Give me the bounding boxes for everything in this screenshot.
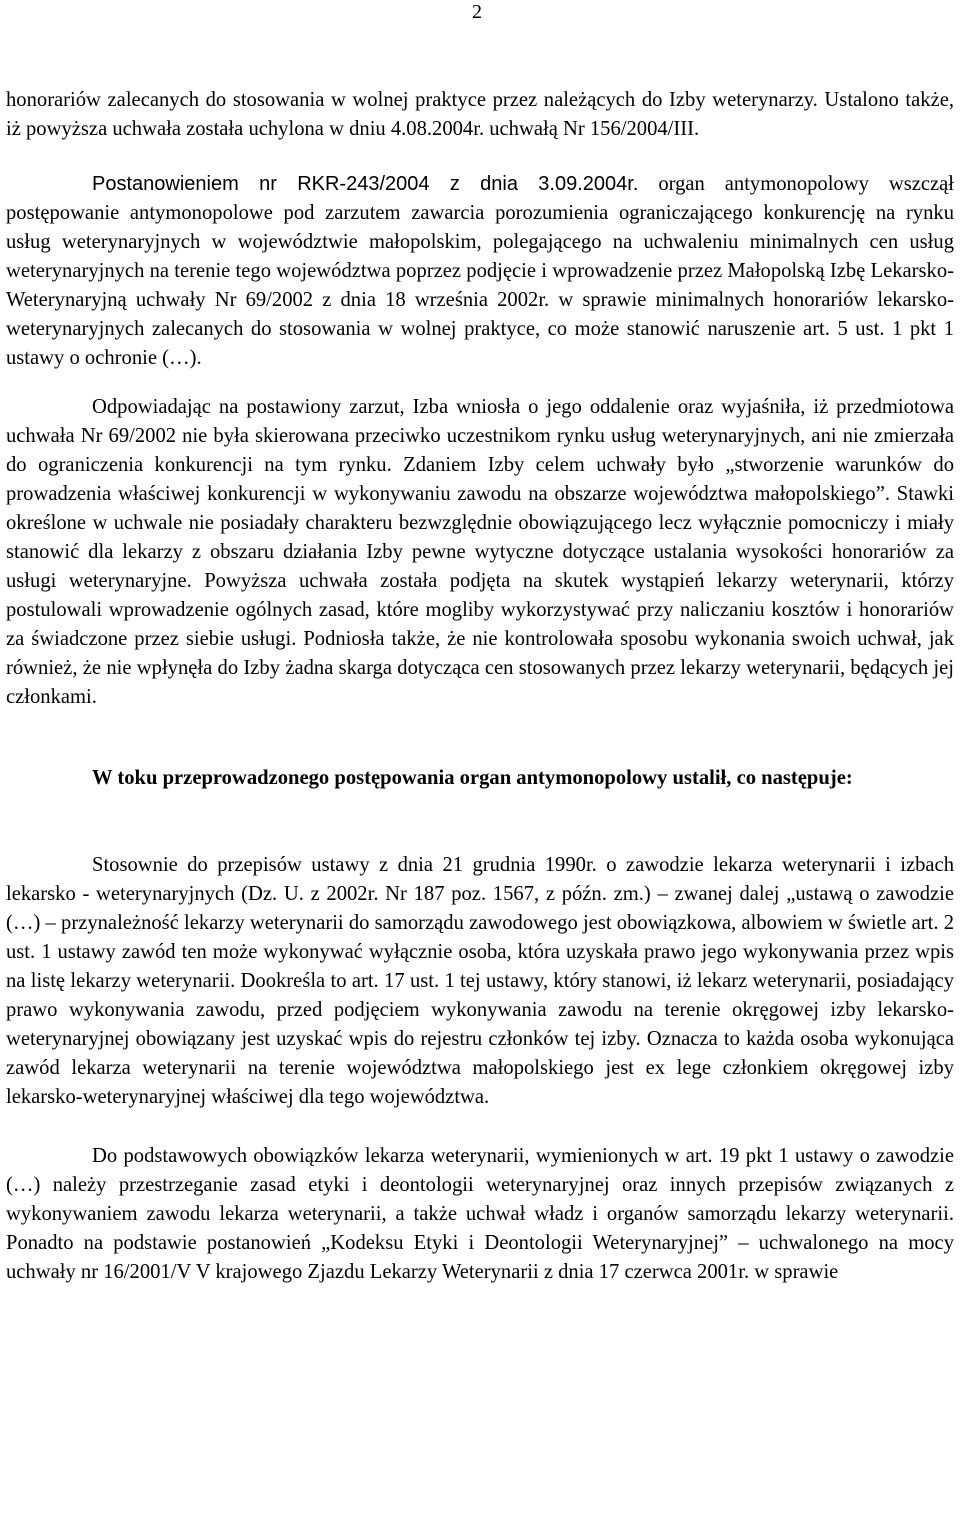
paragraph-continuation: honorariów zalecanych do stosowania w wolnej praktyce przez należących do Izby weterynarzy. Ustalono także, iż powyższa uchwała została uchylona w dniu 4.08.2004r. uchwałą Nr 156/2004/III. — [6, 89, 954, 140]
decision-reference: Postanowieniem nr RKR-243/2004 z dnia 3.09.2004r. — [92, 173, 639, 195]
paragraph-postanowienie — [6, 170, 954, 373]
paragraph-legal-basis: Stosownie do przepisów ustawy z dnia 21 grudnia 1990r. o zawodzie lekarza weterynarii i izbach lekarsko - weterynaryjnych (Dz. U. z 2002r. Nr 187 poz. 1567, z późn. zm.) – zwanej dalej „ustawą o zawodzie (…) – przynależność lekarzy weterynarii do samorządu zawodowego jest obowiązkowa, albowiem w świetle art. 2 ust. 1 ustawy zawód ten może wykonywać wyłącznie osoba, która uzyskała prawo jego wykonywania przez wpis na listę lekarzy weterynarii. Dookreśla to art. 17 ust. 1 tej ustawy, który stanowi, iż lekarz weterynarii, posiadający prawo wykonywania zawodu, przed podjęciem wykonywania zawodu na terenie okręgowej izby lekarsko-weterynaryjnej obowiązany jest uzyskać wpis do rejestru członków tej izby. Oznacza to każda osoba wykonująca zawód lekarza weterynarii na terenie województwa małopolskiego jest ex lege członkiem okręgowej izby lekarsko-weterynaryjnej właściwej dla tego województwa. — [6, 854, 954, 1108]
document-body — [6, 86, 954, 1287]
paragraph-postanowienie-text: organ antymonopolowy wszczął postępowanie antymonopolowe pod zarzutem zawarcia porozumienia ograniczającego konkurencję na rynku usług weterynaryjnych w województwie małopolskim, polegającego na uchwaleniu minimalnych cen usług weterynaryjnych na terenie tego województwa poprzez podjęcie i wprowadzenie przez Małopolską Izbę Lekarsko-Weterynaryjną uchwały Nr 69/2002 z dnia 18 września 2002r. w sprawie minimalnych honorariów lekarsko-weterynaryjnych zalecanych do stosowania w wolnej praktyce, co może stanowić naruszenie art. 5 ust. 1 pkt 1 ustawy o ochronie (…). — [6, 173, 954, 369]
section-heading: W toku przeprowadzonego postępowania organ antymonopolowy ustalił, co następuje: — [92, 767, 853, 789]
page-number: 2 — [472, 1, 482, 23]
paragraph-duties: Do podstawowych obowiązków lekarza weterynarii, wymienionych w art. 19 pkt 1 ustawy o zawodzie (…) należy przestrzeganie zasad etyki i deontologii weterynaryjnej oraz innych przepisów związanych z wykonywaniem zawodu lekarza weterynarii, a także uchwał władz i organów samorządu lekarzy weterynarii. Ponadto na podstawie postanowień „Kodeksu Etyki i Deontologii Weterynaryjnej” – uchwalonego na mocy uchwały nr 16/2001/V V krajowego Zjazdu Lekarzy Weterynarii z dnia 17 czerwca 2001r. w sprawie — [6, 1145, 954, 1283]
paragraph-izba-response: Odpowiadając na postawiony zarzut, Izba wniosła o jego oddalenie oraz wyjaśniła, iż przedmiotowa uchwała Nr 69/2002 nie była skierowana przeciwko uczestnikom rynku usług weterynaryjnych, ani nie zmierzała do ograniczenia konkurencji na tym rynku. Zdaniem Izby celem uchwały było „stworzenie warunków do prowadzenia właściwej konkurencji w wykonywaniu zawodu na obszarze województwa małopolskiego”. Stawki określone w uchwale nie posiadały charakteru bezwzględnie obowiązującego lecz wyłącznie pomocniczy i miały stanowić dla lekarzy z obszaru działania Izby pewne wytyczne dotyczące ustalania wysokości honorariów za usługi weterynaryjne. Powyższa uchwała została podjęta na skutek wystąpień lekarzy weterynarii, którzy postulowali wprowadzenie ogólnych zasad, które mogliby wykorzystywać przy naliczaniu kosztów i honorariów za świadczone przez siebie usługi. Podniosła także, że nie kontrolowała sposobu wykonania swoich uchwał, jak również, że nie wpłynęła do Izby żadna skarga dotycząca cen stosowanych przez lekarzy weterynarii, będących jej członkami. — [6, 396, 954, 708]
